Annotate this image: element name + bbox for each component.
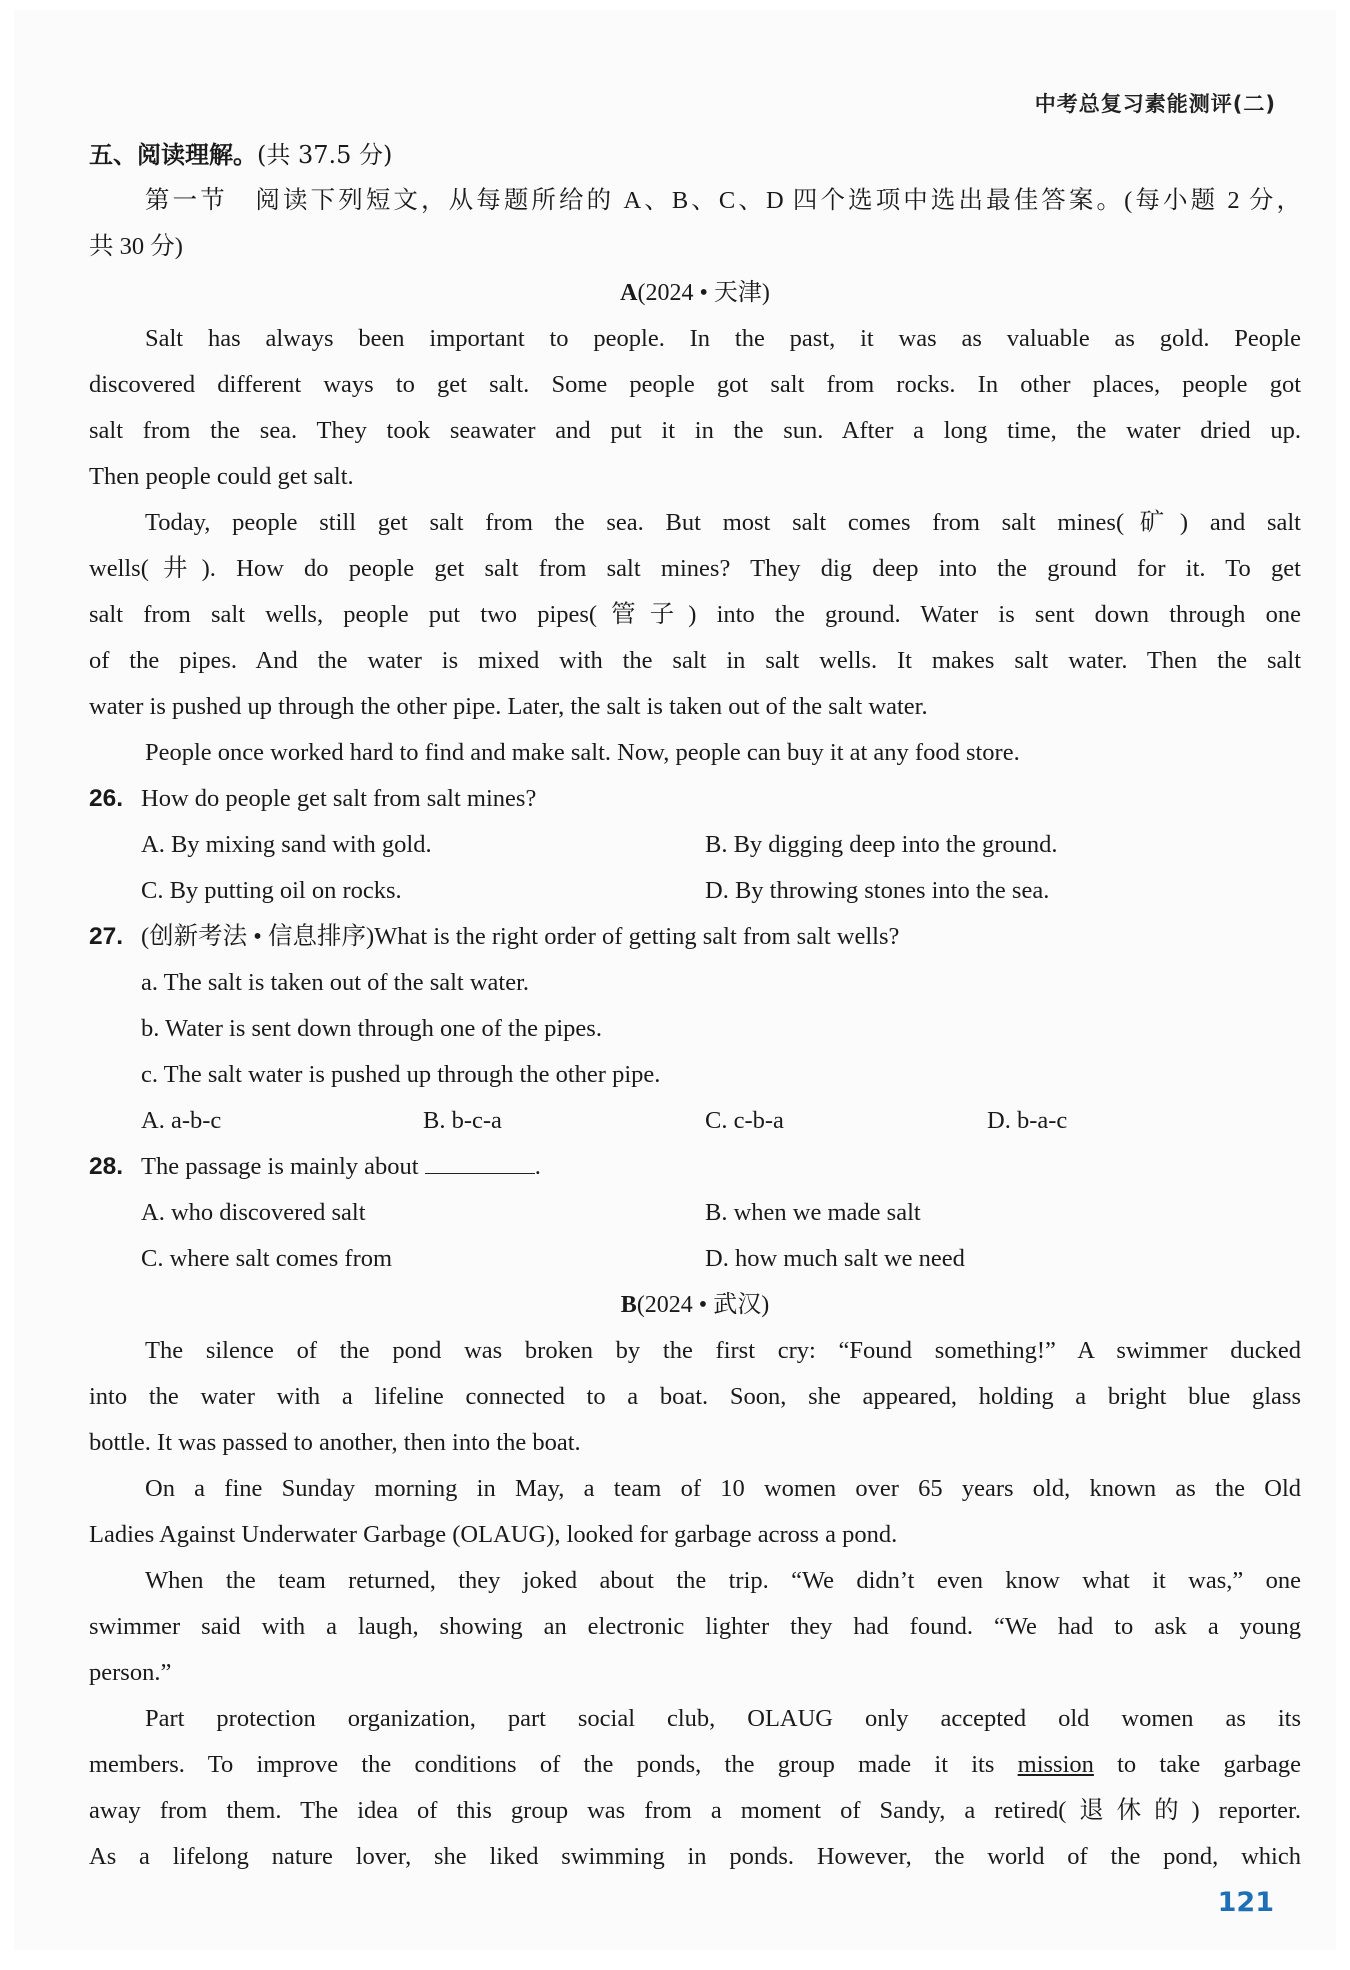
options-row — [89, 1098, 1301, 1144]
content — [89, 132, 1301, 1880]
option-c: C. where salt comes from — [141, 1245, 393, 1272]
section-instruction: 第一节 阅读下列短文，从每题所给的 A、B、C、D 四个选项中选出最佳答案。(每小题 2 分， — [145, 187, 1301, 214]
question-27 — [89, 914, 1301, 960]
passage-line: As a lifelong nature lover, she liked swimming in ponds. However, the world of the pond, which — [89, 1843, 1301, 1870]
section-instruction-cont: 共 30 分) — [89, 233, 183, 260]
passage-line: bottle. It was passed to another, then into the boat. — [89, 1429, 581, 1456]
option-a: A. who discovered salt — [141, 1199, 366, 1226]
option-a: A. By mixing sand with gold. — [141, 831, 432, 858]
passage-line: On a fine Sunday morning in May, a team of 10 women over 65 years old, known as the Old — [145, 1475, 1301, 1502]
options-row — [89, 1190, 1301, 1236]
passage-line: wells(井). How do people get salt from salt mines? They dig deep into the ground for it. To get — [89, 555, 1301, 582]
question-text: How do people get salt from salt mines? — [141, 785, 537, 812]
option-d: D. b-a-c — [987, 1107, 1068, 1134]
passage-line: Salt has always been important to people. In the past, it was as valuable as gold. People — [145, 325, 1301, 352]
question-text: The passage is mainly about . — [141, 1153, 541, 1180]
passage-line: discovered different ways to get salt. Some people got salt from rocks. In other places, people got — [89, 371, 1301, 398]
section-score: (共 37.5 分) — [257, 141, 393, 169]
passage-line: swimmer said with a laugh, showing an electronic lighter they had found. “We had to ask a young — [89, 1613, 1301, 1640]
passage-line: water is pushed up through the other pipe. Later, the salt is taken out of the salt water. — [89, 693, 928, 720]
page — [14, 10, 1336, 1950]
passage-line: into the water with a lifeline connected to a boat. Soon, she appeared, holding a bright blue glass — [89, 1383, 1301, 1410]
passage-line: When the team returned, they joked about the trip. “We didn’t even know what it was,” one — [145, 1567, 1301, 1594]
question-text: (创新考法 • 信息排序)What is the right order of getting salt from salt wells? — [141, 923, 900, 950]
sequence-item-c: c. The salt water is pushed up through the other pipe. — [141, 1061, 661, 1088]
passage-line: Ladies Against Underwater Garbage (OLAUG), looked for garbage across a pond. — [89, 1521, 898, 1548]
passage-line: salt from salt wells, people put two pipes(管子) into the ground. Water is sent down through one — [89, 601, 1301, 628]
section-title: 五、阅读理解。(共 37.5 分) — [89, 141, 393, 169]
page-number: 121 — [1217, 1887, 1274, 1918]
option-b: B. b-c-a — [423, 1107, 502, 1134]
sequence-item-b: b. Water is sent down through one of the pipes. — [141, 1015, 602, 1042]
options-row — [89, 1236, 1301, 1282]
passage-line-mission: members. To improve the conditions of the ponds, the group made it its mission to take garbage — [89, 1751, 1301, 1778]
passage-b-title: B(2024 • 武汉) — [620, 1292, 770, 1318]
option-d: D. By throwing stones into the sea. — [705, 877, 1050, 904]
passage-line: Then people could get salt. — [89, 463, 354, 490]
underlined-word: mission — [1017, 1751, 1094, 1778]
question-number: 26. — [89, 785, 124, 812]
answer-blank — [425, 1153, 535, 1174]
passage-line: The silence of the pond was broken by the first cry: “Found something!” A swimmer ducked — [145, 1337, 1301, 1364]
question-number: 28. — [89, 1153, 124, 1180]
passage-line: away from them. The idea of this group was from a moment of Sandy, a retired(退休的) reporter. — [89, 1797, 1301, 1824]
option-b: B. when we made salt — [705, 1199, 921, 1226]
options-row — [89, 822, 1301, 868]
passage-line: Part protection organization, part social club, OLAUG only accepted old women as its — [145, 1705, 1301, 1732]
question-26 — [89, 776, 1301, 822]
option-a: A. a-b-c — [141, 1107, 222, 1134]
options-row — [89, 868, 1301, 914]
passage-a-title: A(2024 • 天津) — [620, 280, 770, 306]
passage-line: of the pipes. And the water is mixed with the salt in salt wells. It makes salt water. Then the salt — [89, 647, 1301, 674]
passage-line: People once worked hard to find and make salt. Now, people can buy it at any food store. — [145, 739, 1020, 766]
header-title: 中考总复习素能测评(二) — [1034, 92, 1276, 116]
passage-line: person.” — [89, 1659, 172, 1686]
option-b: B. By digging deep into the ground. — [705, 831, 1058, 858]
question-28 — [89, 1144, 1301, 1190]
question-number: 27. — [89, 923, 124, 950]
option-c: C. By putting oil on rocks. — [141, 877, 402, 904]
sequence-item-a: a. The salt is taken out of the salt water. — [141, 969, 530, 996]
option-c: C. c-b-a — [705, 1107, 784, 1134]
option-d: D. how much salt we need — [705, 1245, 965, 1272]
passage-line: salt from the sea. They took seawater and put it in the sun. After a long time, the water dried up. — [89, 417, 1301, 444]
passage-line: Today, people still get salt from the sea. But most salt comes from salt mines(矿) and salt — [145, 509, 1301, 536]
